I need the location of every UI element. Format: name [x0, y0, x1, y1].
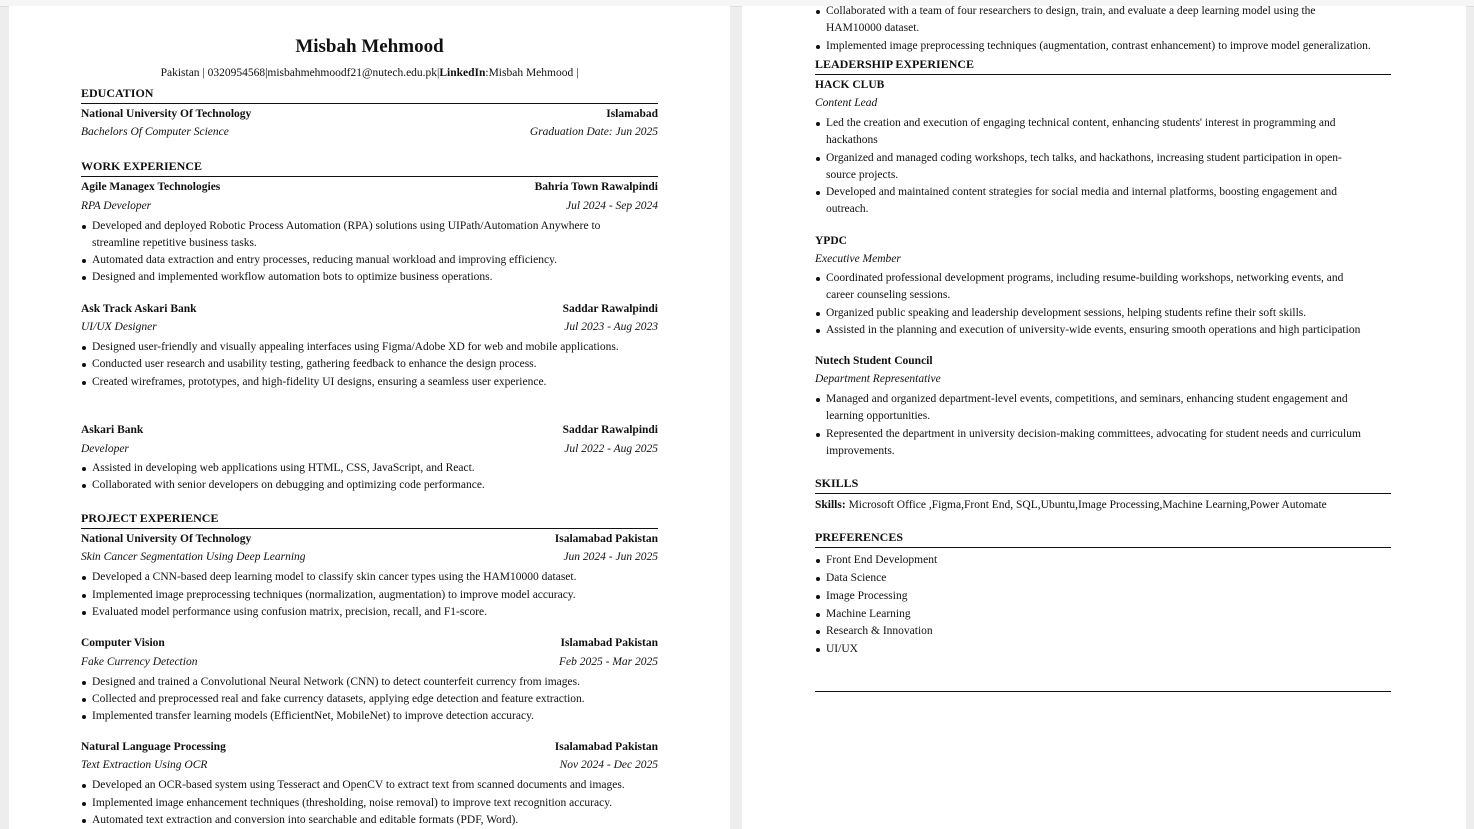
- section-title-preferences: PREFERENCES: [815, 530, 904, 544]
- project-bullet: Evaluated model performance using confusion matrix, precision, recall, and F1-score.: [92, 604, 662, 621]
- section-title-education: EDUCATION: [81, 86, 154, 100]
- preference-item: Research & Innovation: [826, 623, 933, 640]
- contact-line: [9, 67, 730, 79]
- project-bullet: Collected and preprocessed real and fake currency datasets, applying edge detection and feature extraction.: [92, 691, 662, 708]
- preference-item: UI/UX: [826, 641, 858, 658]
- section-title-projects: PROJECT EXPERIENCE: [81, 511, 219, 525]
- work-org: Ask Track Askari Bank: [81, 303, 197, 315]
- resume-name: Misbah Mehmood: [295, 36, 444, 57]
- work-bullet: Conducted user research and usability testing, gathering feedback to enhance the design process.: [92, 356, 662, 373]
- preference-item: Image Processing: [826, 588, 907, 605]
- work-location: Bahria Town Rawalpindi: [534, 181, 658, 193]
- project-bullet: Collaborated with a team of four researchers to design, train, and evaluate a deep learning model using the HAM10000 dataset.: [826, 6, 1371, 37]
- project-org: National University Of Technology: [81, 533, 252, 545]
- section-rule: [81, 176, 658, 177]
- project-bullet: Implemented image enhancement techniques (thresholding, noise removal) to improve text recognition accuracy.: [92, 795, 662, 812]
- leadership-role: Content Lead: [815, 97, 878, 109]
- work-bullet: Developed and deployed Robotic Process Automation (RPA) solutions using UIPath/Automation Anywhere to streamline repetitive business tasks.: [92, 218, 632, 252]
- preference-item: Front End Development: [826, 552, 937, 569]
- leadership-bullet: Coordinated professional development programs, including resume-building workshops, networking events, and career counseling sessions.: [826, 270, 1374, 304]
- preference-item: Data Science: [826, 570, 886, 587]
- section-rule: [81, 528, 658, 529]
- project-role: Skin Cancer Segmentation Using Deep Learning: [81, 551, 306, 563]
- project-location: Isalamabad Pakistan: [554, 533, 658, 545]
- project-bullet: Developed a CNN-based deep learning model to classify skin cancer types using the HAM10000 dataset.: [92, 569, 662, 586]
- project-location: Isalamabad Pakistan: [554, 741, 658, 753]
- resume-page-2: [742, 6, 1466, 829]
- work-date: Jul 2024 - Sep 2024: [566, 200, 658, 212]
- resume-page-1: [9, 6, 730, 829]
- education-date: Graduation Date: Jun 2025: [529, 126, 658, 138]
- leadership-bullet: Organized and managed coding workshops, tech talks, and hackathons, increasing student participation in open-source projects.: [826, 150, 1371, 184]
- preference-item: Machine Learning: [826, 606, 911, 623]
- leadership-bullet: Represented the department in university decision-making committees, advocating for student needs and curriculum improvements.: [826, 426, 1392, 460]
- section-title-leadership: LEADERSHIP EXPERIENCE: [815, 57, 975, 71]
- project-role: Text Extraction Using OCR: [81, 759, 208, 771]
- work-location: Saddar Rawalpindi: [562, 303, 658, 315]
- work-org: Askari Bank: [81, 424, 144, 436]
- project-role: Fake Currency Detection: [81, 656, 198, 668]
- leadership-role: Executive Member: [815, 253, 901, 265]
- skills-label: Skills:: [815, 499, 846, 511]
- project-bullet: Designed and trained a Convolutional Neural Network (CNN) to detect counterfeit currency from images.: [92, 674, 662, 691]
- project-bullet: Implemented transfer learning models (EfficientNet, MobileNet) to improve detection accuracy.: [92, 708, 662, 725]
- education-degree: Bachelors Of Computer Science: [81, 126, 229, 138]
- education-location: Islamabad: [606, 108, 658, 120]
- work-bullet: Automated data extraction and entry processes, reducing manual workload and improving efficiency.: [92, 252, 652, 269]
- section-rule: [81, 103, 658, 104]
- project-date: Jun 2024 - Jun 2025: [563, 551, 658, 563]
- project-bullet: Implemented image preprocessing techniques (augmentation, contrast enhancement) to improve model generalization.: [826, 38, 1406, 55]
- work-date: Jul 2023 - Aug 2023: [564, 321, 658, 333]
- work-date: Jul 2022 - Aug 2025: [564, 443, 658, 455]
- skills-list: Microsoft Office ,Figma,Front End, SQL,Ubuntu,Image Processing,Machine Learning,Power Automate: [845, 499, 1327, 511]
- section-title-work: WORK EXPERIENCE: [81, 159, 203, 173]
- leadership-bullet: Developed and maintained content strategies for social media and internal platforms, boosting engagement and outreach.: [826, 184, 1371, 218]
- work-bullet: Designed user-friendly and visually appealing interfaces using Figma/Adobe XD for web and mobile applications.: [92, 339, 662, 356]
- section-rule: [815, 493, 1391, 494]
- skills-line: [815, 499, 1327, 511]
- section-rule: [815, 547, 1391, 548]
- section-title-skills: SKILLS: [815, 476, 859, 490]
- footer-rule: [815, 691, 1391, 692]
- work-location: Saddar Rawalpindi: [562, 424, 658, 436]
- work-bullet: Collaborated with senior developers on debugging and optimizing code performance.: [92, 477, 662, 494]
- leadership-bullet: Organized public speaking and leadership development sessions, helping students refine their soft skills.: [826, 305, 1406, 322]
- education-org: National University Of Technology: [81, 108, 252, 120]
- work-bullet: Created wireframes, prototypes, and high-fidelity UI designs, ensuring a seamless user experience.: [92, 374, 662, 391]
- project-org: Natural Language Processing: [81, 741, 226, 753]
- contact-details: Pakistan | 0320954568|misbahmehmoodf21@nutech.edu.pk|: [160, 67, 440, 79]
- project-bullet: Developed an OCR-based system using Tesseract and OpenCV to extract text from scanned documents and images.: [92, 777, 662, 794]
- leadership-org: Nutech Student Council: [815, 355, 933, 367]
- linkedin-value: :Misbah Mehmood |: [485, 67, 579, 79]
- leadership-org: HACK CLUB: [815, 79, 885, 91]
- leadership-bullet: Managed and organized department-level events, competitions, and seminars, enhancing student engagement and learning opportunities.: [826, 391, 1378, 425]
- work-bullet: Designed and implemented workflow automation bots to optimize business operations.: [92, 269, 652, 286]
- project-date: Feb 2025 - Mar 2025: [558, 656, 658, 668]
- work-org: Agile Managex Technologies: [81, 181, 221, 193]
- project-bullet: Automated text extraction and conversion into searchable and editable formats (PDF, Word).: [92, 812, 662, 829]
- leadership-org: YPDC: [815, 235, 847, 247]
- leadership-role: Department Representative: [815, 373, 941, 385]
- section-rule: [815, 74, 1391, 75]
- work-bullet: Assisted in developing web applications using HTML, CSS, JavaScript, and React.: [92, 460, 662, 477]
- leadership-bullet: Led the creation and execution of engaging technical content, enhancing students' interest in programming and hackathons: [826, 115, 1371, 149]
- work-role: Developer: [81, 443, 129, 455]
- project-org: Computer Vision: [81, 637, 165, 649]
- project-location: Islamabad Pakistan: [560, 637, 658, 649]
- work-role: UI/UX Designer: [81, 321, 157, 333]
- project-bullet: Implemented image preprocessing techniques (normalization, augmentation) to improve model accuracy.: [92, 587, 662, 604]
- linkedin-label: LinkedIn: [439, 67, 486, 79]
- project-date: Nov 2024 - Dec 2025: [559, 759, 658, 771]
- leadership-bullet: Assisted in the planning and execution of university-wide events, ensuring smooth operations and high participation: [826, 322, 1406, 339]
- work-role: RPA Developer: [81, 200, 152, 212]
